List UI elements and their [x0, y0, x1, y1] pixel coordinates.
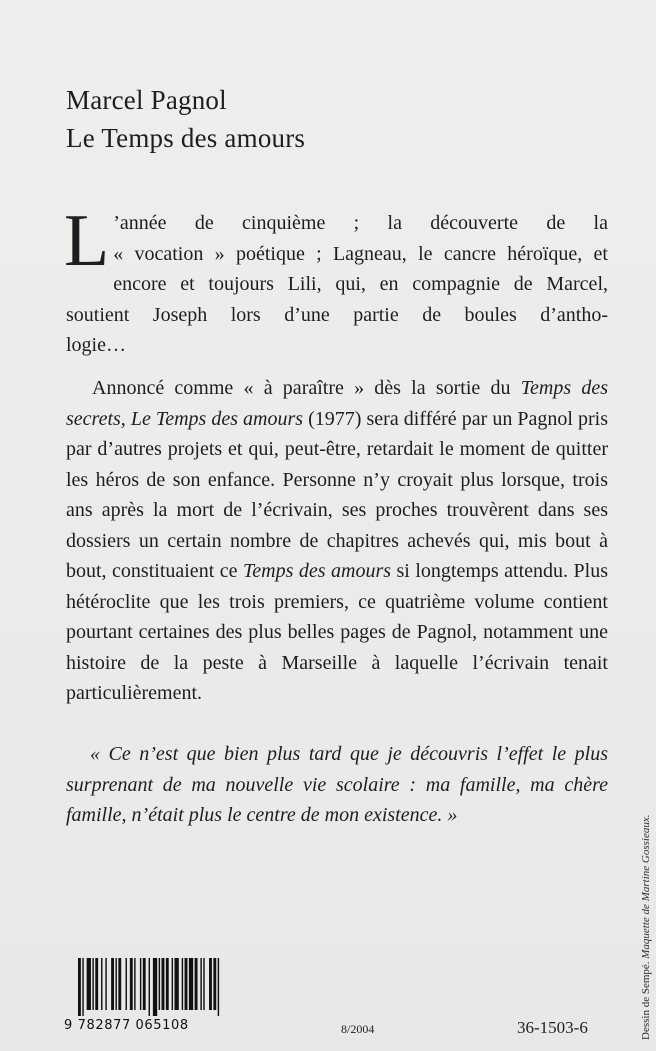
- drop-cap: L: [64, 200, 110, 282]
- blurb-quote: « Ce n’est que bien plus tard que je découvris l’effet le plus surprenant de ma nouvelle vie scolaire : ma famille, ma chère famille, n’était plus le centre de mon existence. »: [66, 743, 608, 826]
- barcode-bar: [78, 958, 81, 1016]
- barcode-bar: [143, 958, 146, 1010]
- barcode-bar: [218, 958, 219, 1016]
- blurb-italic-title: Temps des amours: [242, 560, 392, 582]
- barcode-bar: [87, 958, 91, 1010]
- book-title: Le Temps des amours: [66, 123, 306, 153]
- blurb-paragraph-1: [64, 200, 608, 361]
- barcode-bar: [95, 958, 98, 1010]
- barcode-bar: [140, 958, 141, 1010]
- barcode-bar: [105, 958, 106, 1010]
- barcode-bar: [134, 958, 135, 1010]
- blurb-line: logie…: [66, 334, 126, 356]
- barcode-bar: [153, 958, 157, 1016]
- barcode-bar: [209, 958, 212, 1010]
- barcode-graphic: [78, 958, 222, 1016]
- barcode-bar: [92, 958, 93, 1010]
- barcode-bar: [162, 958, 165, 1010]
- blurb-line: soutient Joseph lors d’une partie de boules d’antho-: [66, 303, 608, 326]
- blurb-text: Annoncé comme « à paraître » dès la sortie du: [92, 377, 521, 399]
- barcode-bar: [174, 958, 178, 1010]
- blurb-italic-title: Temps des secrets, Le Temps des amours: [66, 377, 608, 430]
- barcode-bar: [130, 958, 133, 1010]
- blurb-text: (1977) sera différé par un Pagnol pris par d’autres projets et qui, peut-être, retardait le moment de quitter les héros de son enfance. Personne n’y croyait plus lorsque, trois ans après la mort de l’écrivain, ses proches trouvèrent dans ses dossiers un certain nombre de chapitres achevés qui, mis bout à bout, constituaient ce: [66, 407, 608, 582]
- reference-code: 36-1503-6: [517, 1018, 588, 1037]
- blurb-line: encore et toujours Lili, qui, en compagnie de Marcel,: [113, 273, 608, 295]
- barcode-bar: [195, 958, 198, 1010]
- barcode-bar: [200, 958, 201, 1010]
- barcode-bar: [149, 958, 150, 1016]
- barcode-bar: [172, 958, 173, 1010]
- credit-layout: Maquette de Martine Gossieaux.: [640, 814, 652, 959]
- barcode-bar: [182, 958, 183, 1010]
- barcode-bar: [185, 958, 188, 1010]
- barcode-bar: [203, 958, 204, 1010]
- barcode-bar: [213, 958, 216, 1010]
- barcode-bar: [101, 958, 102, 1010]
- cover-credits: [640, 815, 653, 1040]
- barcode-bar: [82, 958, 83, 1016]
- author-name: Marcel Pagnol: [66, 85, 227, 115]
- credit-drawing: Dessin de Sempé.: [640, 961, 652, 1040]
- blurb-paragraph-2: [66, 373, 608, 709]
- barcode-bar: [118, 958, 121, 1010]
- isbn-digits: 9 782877 065108: [64, 1018, 189, 1033]
- blurb-text: si longtemps attendu. Plus hétéroclite que les trois premiers, ce quatrième volume contient pourtant certaines des plus belles pages de Pagnol, notamment une histoire de la peste à Marseille à laquelle l’écrivain tenait particulièrement.: [66, 560, 608, 704]
- barcode-bar: [159, 958, 160, 1010]
- blurb-line: « vocation » poétique ; Lagneau, le cancre héroïque, et: [113, 242, 608, 265]
- print-date: 8/2004: [341, 1022, 375, 1036]
- barcode-bar: [189, 958, 193, 1010]
- blurb-line: ’année de cinquième ; la découverte de la: [113, 212, 608, 234]
- barcode-bar: [111, 958, 114, 1010]
- barcode-bar: [166, 958, 169, 1010]
- barcode-bar: [115, 958, 116, 1010]
- barcode-bar: [126, 958, 127, 1010]
